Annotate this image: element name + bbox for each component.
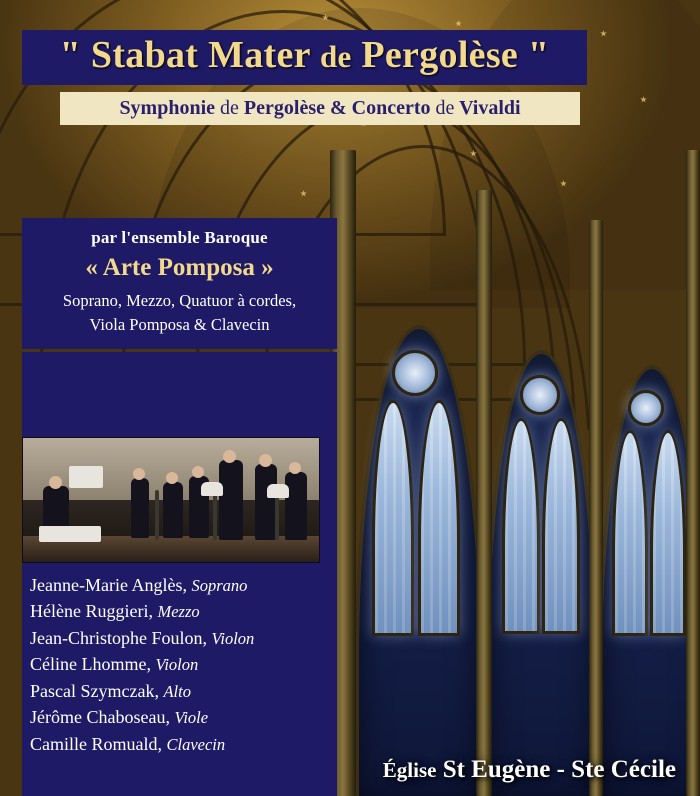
performer-role: Clavecin xyxy=(166,734,226,754)
venue-name xyxy=(383,756,676,784)
rose-window xyxy=(628,390,664,426)
rose-window xyxy=(520,375,560,415)
page-title xyxy=(32,34,577,77)
rose-window xyxy=(392,350,438,396)
nave-arcade xyxy=(330,150,700,796)
performer-role: Mezzo xyxy=(157,602,200,622)
performer-role: Violon xyxy=(155,655,199,675)
performer-name: Jeanne-Marie Anglès, xyxy=(30,575,187,595)
performer-role: Soprano xyxy=(191,576,248,595)
performer-name: Jean-Christophe Foulon, xyxy=(30,627,207,648)
title-composer: Pergolèse xyxy=(361,34,519,76)
subtitle-word-de1: de xyxy=(220,97,239,119)
subtitle-word-symphonie: Symphonie xyxy=(119,97,216,119)
title-quote-open: " xyxy=(59,34,82,76)
subtitle xyxy=(68,97,572,120)
performer-role: Violon xyxy=(211,628,255,648)
column xyxy=(476,190,492,796)
list-item xyxy=(30,731,330,757)
ensemble-name: « Arte Pomposa » xyxy=(85,254,274,281)
title-de: de xyxy=(319,39,352,74)
list-item xyxy=(30,678,330,704)
venue-prefix: Église xyxy=(382,758,437,782)
list-item xyxy=(30,598,330,624)
ensemble-by-line: par l'ensemble Baroque xyxy=(91,228,268,247)
subtitle-word-vivaldi: Vivaldi xyxy=(459,97,521,119)
column xyxy=(589,220,603,796)
subtitle-word-pergolese: Pergolèse xyxy=(243,97,325,119)
performers-list xyxy=(30,572,330,757)
subtitle-ampersand: & xyxy=(330,97,347,119)
performer-role: Alto xyxy=(163,681,191,701)
performer-name: Pascal Szymczak, xyxy=(30,680,159,701)
column xyxy=(686,150,700,796)
subtitle-band xyxy=(60,92,580,125)
performer-name: Hélène Ruggieri, xyxy=(30,601,153,622)
title-work: Stabat Mater xyxy=(90,34,311,76)
instrumentation-line-1: Soprano, Mezzo, Quatuor à cordes, xyxy=(62,291,297,310)
ensemble-band xyxy=(22,218,337,349)
list-item xyxy=(30,704,330,730)
ensemble-photo xyxy=(22,437,320,563)
list-item xyxy=(30,625,330,651)
title-quote-close: " xyxy=(527,34,550,76)
subtitle-word-de2: de xyxy=(435,97,455,119)
title-band xyxy=(22,30,587,85)
list-item xyxy=(30,651,330,677)
performer-name: Camille Romuald, xyxy=(30,733,162,754)
performer-role: Viole xyxy=(174,708,209,728)
ceiling-star-icon xyxy=(455,20,462,27)
instrumentation-line-2: Viola Pomposa & Clavecin xyxy=(89,315,270,334)
performer-name: Céline Lhomme, xyxy=(30,654,151,675)
performer-name: Jérôme Chaboseau, xyxy=(30,707,170,728)
venue-main: St Eugène - Ste Cécile xyxy=(442,756,676,783)
list-item xyxy=(30,572,330,598)
subtitle-word-concerto: Concerto xyxy=(351,97,431,119)
